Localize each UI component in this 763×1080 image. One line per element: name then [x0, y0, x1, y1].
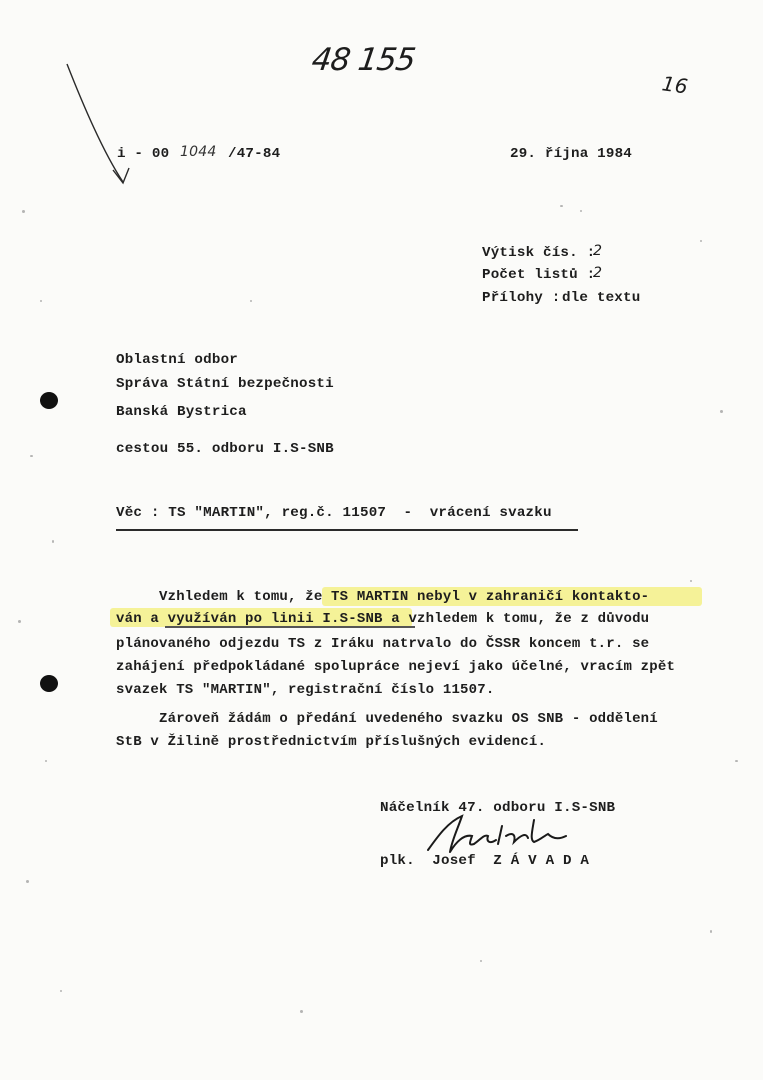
copy-value: 2 — [593, 243, 603, 259]
signatory-title: Náčelník 47. odboru I.S-SNB — [380, 800, 616, 816]
body-p1-line-2: ván a využíván po linii I.S-SNB a vzhledem k tomu, že z důvodu — [116, 611, 650, 627]
margin-arrow-icon — [55, 60, 155, 195]
page-number: 16 — [660, 71, 690, 99]
subject-line: Věc : TS "MARTIN", reg.č. 11507 - vrácení svazku — [116, 505, 552, 521]
recipient-line-3: Banská Bystrica — [116, 404, 247, 420]
body-p1-line-5: svazek TS "MARTIN", registrační číslo 11507. — [116, 682, 495, 698]
body-p2-line-1: Zároveň žádám o předání uvedeného svazku OS SNB - oddělení — [116, 711, 658, 727]
pages-label: Počet listů : — [482, 267, 596, 283]
attachments-value: dle textu — [562, 290, 641, 306]
body-p1-line-3: plánovaného odjezdu TS z Iráku natrvalo do ČSSR koncem t.r. se — [116, 636, 650, 652]
handwritten-signature — [410, 806, 600, 858]
reference-prefix: i - 00 — [117, 146, 170, 162]
recipient-line-2: Správa Státní bezpečnosti — [116, 376, 334, 392]
copy-label: Výtisk čís. : — [482, 245, 596, 261]
recipient-line-1: Oblastní odbor — [116, 352, 238, 368]
body-p1-line-4: zahájení předpokládané spolupráce nejeví jako účelné, vracím zpět — [116, 659, 676, 675]
recipient-line-4: cestou 55. odboru I.S-SNB — [116, 441, 334, 457]
signatory-name: plk. Josef Z Á V A D A — [380, 853, 590, 869]
punch-hole-bottom — [40, 675, 58, 692]
body-p2-line-2: StB v Žilině prostřednictvím příslušných evidencí. — [116, 734, 547, 750]
subject-underline — [116, 529, 578, 531]
attachments-label: Přílohy : — [482, 290, 561, 306]
document-date: 29. října 1984 — [510, 146, 632, 162]
body-p1-line-1: Vzhledem k tomu, že TS MARTIN nebyl v zahraničí kontakto- — [116, 589, 650, 605]
pages-value: 2 — [593, 265, 603, 281]
punch-hole-top — [40, 392, 58, 409]
archive-number: 48 155 — [309, 42, 418, 78]
reference-handwritten-number: 1044 — [180, 144, 217, 160]
reference-suffix: /47-84 — [228, 146, 281, 162]
